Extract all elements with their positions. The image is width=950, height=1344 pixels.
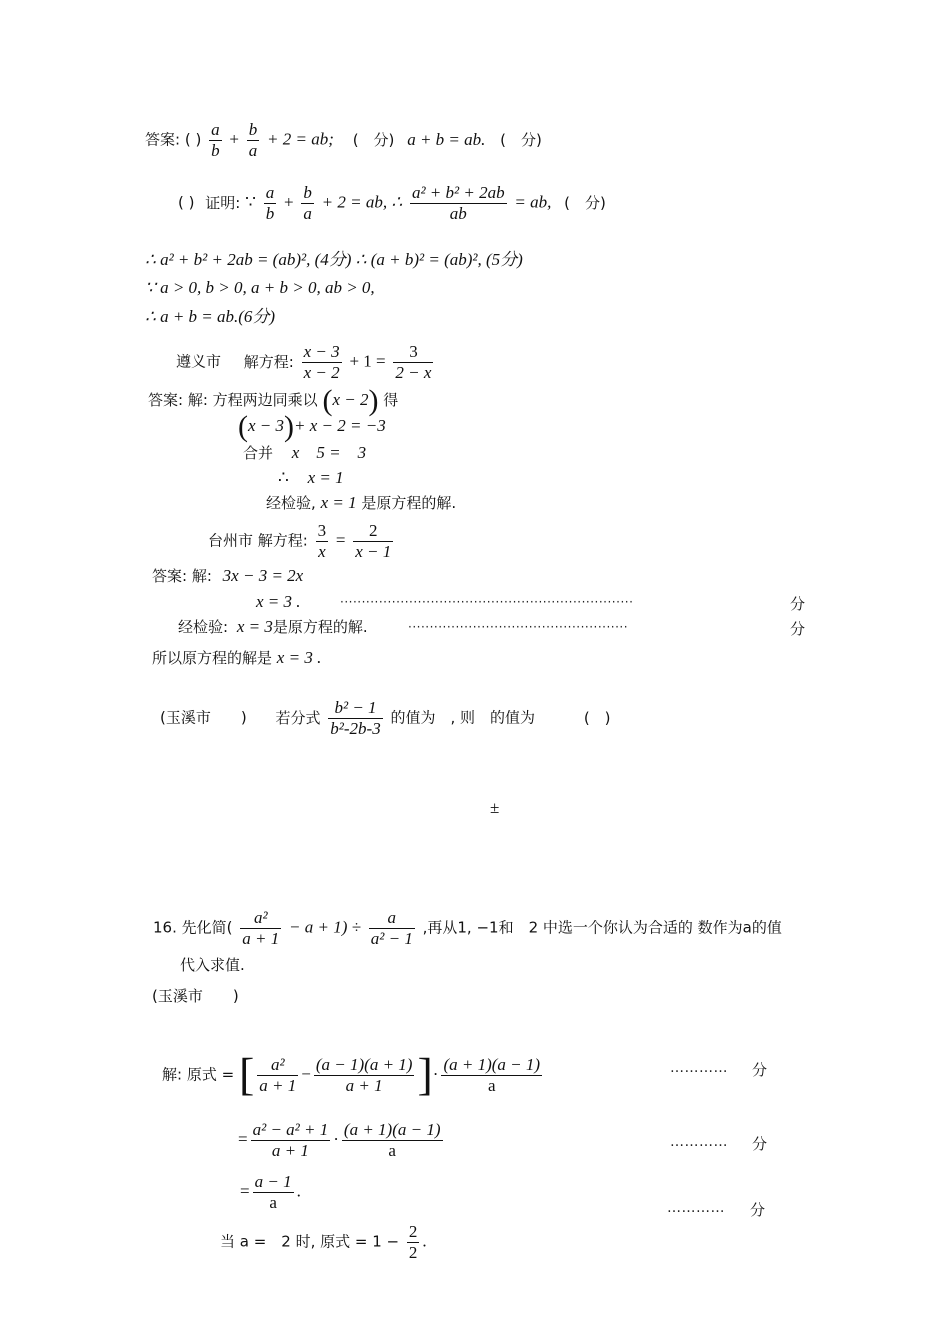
leader-dots: …………: [670, 1060, 728, 1076]
zunyi-problem: 遵义市 解方程: $\frac{x - 3}{x - 2}$ + 1 = $\frac{3}{2 - x}$: [176, 342, 432, 382]
score-marker: ( 分): [352, 130, 395, 149]
equation-rest: + 2 = ab;: [267, 129, 334, 149]
fraction: $\frac{\text{a² − a² + 1}}{a + 1}$: [252, 1120, 329, 1160]
plus-minus-option: ±: [490, 798, 500, 817]
fraction: $\frac{\text{b² − 1}}{\text{b²-2b-3}}$: [330, 698, 381, 738]
answer-label: 答案:: [145, 130, 181, 149]
city-label: 遵义市: [176, 352, 222, 371]
solution-line-3: = $\frac{a - 1}{a}$ .: [240, 1172, 301, 1212]
zunyi-step-0: 答案: 解: 方程两边同乘以 (x − 2) 得: [148, 384, 399, 417]
fraction: $\frac{a}{\text{a² − 1}}$: [370, 908, 413, 948]
score-unit: 分: [752, 1061, 768, 1079]
taizhou-step-1: 答案: 解: 3x − 3 = 2x: [152, 566, 304, 585]
part-marker: ( ): [184, 130, 202, 149]
leader-dots: …………: [670, 1134, 728, 1150]
score-unit: 分: [790, 595, 806, 613]
fraction-a-over-b: $\frac{a}{b}$: [211, 120, 220, 160]
zunyi-step-1: (x − 3)+ x − 2 = −3: [238, 410, 386, 443]
fraction: $\frac{(a + 1)(a - 1)}{a}$: [443, 1055, 541, 1095]
answer-label: 答案:: [148, 391, 184, 409]
fraction-sum-over-ab: $\frac{\text{a² + b² + 2ab}}{ab}$: [411, 183, 505, 223]
taizhou-step-2: x = 3 .: [256, 592, 301, 611]
solution-line-2: = $\frac{\text{a² − a² + 1}}{a + 1}$ · $\frac{(a + 1)(a - 1)}{a}$: [238, 1120, 441, 1160]
fraction: $\frac{3}{x}$: [317, 521, 327, 561]
fraction: $\frac{(a + 1)(a - 1)}{a}$: [343, 1120, 441, 1160]
fraction-b-over-a: $\frac{b}{a}$: [248, 120, 258, 160]
answer-label: 答案: 解:: [152, 567, 212, 585]
proof-label: 证明:: [205, 193, 241, 212]
fraction: $\frac{(a - 1)(a + 1)}{a + 1}$: [315, 1055, 413, 1095]
leader-dots: ···················································: [408, 620, 629, 634]
taizhou-conclusion: 所以原方程的解是 x = 3 .: [152, 648, 322, 667]
zunyi-step-2: 合并 x 5 = 3: [243, 443, 367, 462]
fraction: $\frac{x - 3}{x - 2}$: [303, 342, 340, 382]
taizhou-check: 经检验: x = 3是原方程的解.: [178, 617, 368, 636]
score-unit: 分: [790, 620, 806, 638]
city-label: (玉溪市 ): [160, 708, 247, 727]
score-marker: ( 分): [564, 193, 606, 212]
score-unit: 分: [750, 1201, 766, 1219]
fraction: $\frac{2}{2}$: [408, 1222, 418, 1262]
answer-line-1: 答案: ( ) $\frac{a}{b}$ + $\frac{b}{a}$ + 2 = ab; ( 分) a + b = ab. ( 分): [145, 120, 542, 160]
question-16-cont: 代入求值.: [180, 956, 245, 974]
derivation-line-3: ∴ a + b = ab.(6分): [145, 307, 276, 326]
fraction: $\frac{3}{2 - x}$: [395, 342, 432, 382]
derivation-line-2: ∵ a > 0, b > 0, a + b > 0, ab > 0,: [145, 278, 375, 297]
zunyi-step-3: ∴ x = 1: [278, 468, 344, 487]
fraction-a-over-b: $\frac{a}{b}$: [265, 183, 275, 223]
fraction: $\frac{a - 1}{a}$: [254, 1172, 292, 1212]
prompt-label: 解方程:: [243, 352, 294, 371]
leader-dots: ····································································: [340, 595, 634, 609]
solution-line-4: 当 a = 2 时, 原式 = 1 − $\frac{2}{2}$ .: [220, 1222, 427, 1262]
taizhou-problem: 台州市 解方程: $\frac{3}{x}$ = $\frac{2}{x - 1}$: [208, 521, 392, 561]
city-label: (玉溪市 ): [152, 987, 239, 1005]
equation-rest: + 2 = ab, ∴: [321, 192, 403, 212]
part-marker: ( ): [178, 193, 195, 212]
proof-line: ( ) 证明: ∵ $\frac{a}{b}$ + $\frac{b}{a}$ + 2 = ab, ∴ $\frac{\text{a² + b² + 2ab}}{ab}$ = ab, ( 分): [178, 183, 606, 223]
fraction: $\frac{\text{a²}}{a + 1}$: [242, 908, 280, 948]
solution-line-1: 解: 原式 = [ $\frac{\text{a²}}{a + 1}$ − $\frac{(a - 1)(a + 1)}{a + 1}$ ]· $\frac{(a + 1)(a - 1)}{a}$: [162, 1048, 541, 1100]
score-marker: ( 分): [500, 130, 542, 149]
fraction: $\frac{2}{x - 1}$: [355, 521, 392, 561]
question-16: 16. 先化简( $\frac{\text{a²}}{a + 1}$ − a + 1) ÷ $\frac{a}{\text{a² − 1}}$ ,再从1, −1和 2 中选一个你认为合适的 数作为a的值: [153, 908, 782, 948]
yuxi-problem: (玉溪市 ) 若分式 $\frac{\text{b² − 1}}{\text{b²-2b-3}}$ 的值为 , 则 的值为 ( ): [160, 698, 611, 738]
zunyi-check: 经检验, x = 1 是原方程的解.: [266, 493, 457, 512]
leader-dots: …………: [667, 1200, 725, 1216]
city-label: 台州市 解方程:: [208, 531, 308, 550]
score-unit: 分: [752, 1135, 768, 1153]
fraction: $\frac{\text{a²}}{a + 1}$: [259, 1055, 297, 1095]
fraction-b-over-a: $\frac{b}{a}$: [303, 183, 312, 223]
derivation-line-1: ∴ a² + b² + 2ab = (ab)², (4分) ∴ (a + b)² = (ab)², (5分): [145, 250, 523, 269]
result-expression: a + b = ab.: [407, 129, 486, 149]
because-symbol: ∵: [245, 192, 256, 212]
